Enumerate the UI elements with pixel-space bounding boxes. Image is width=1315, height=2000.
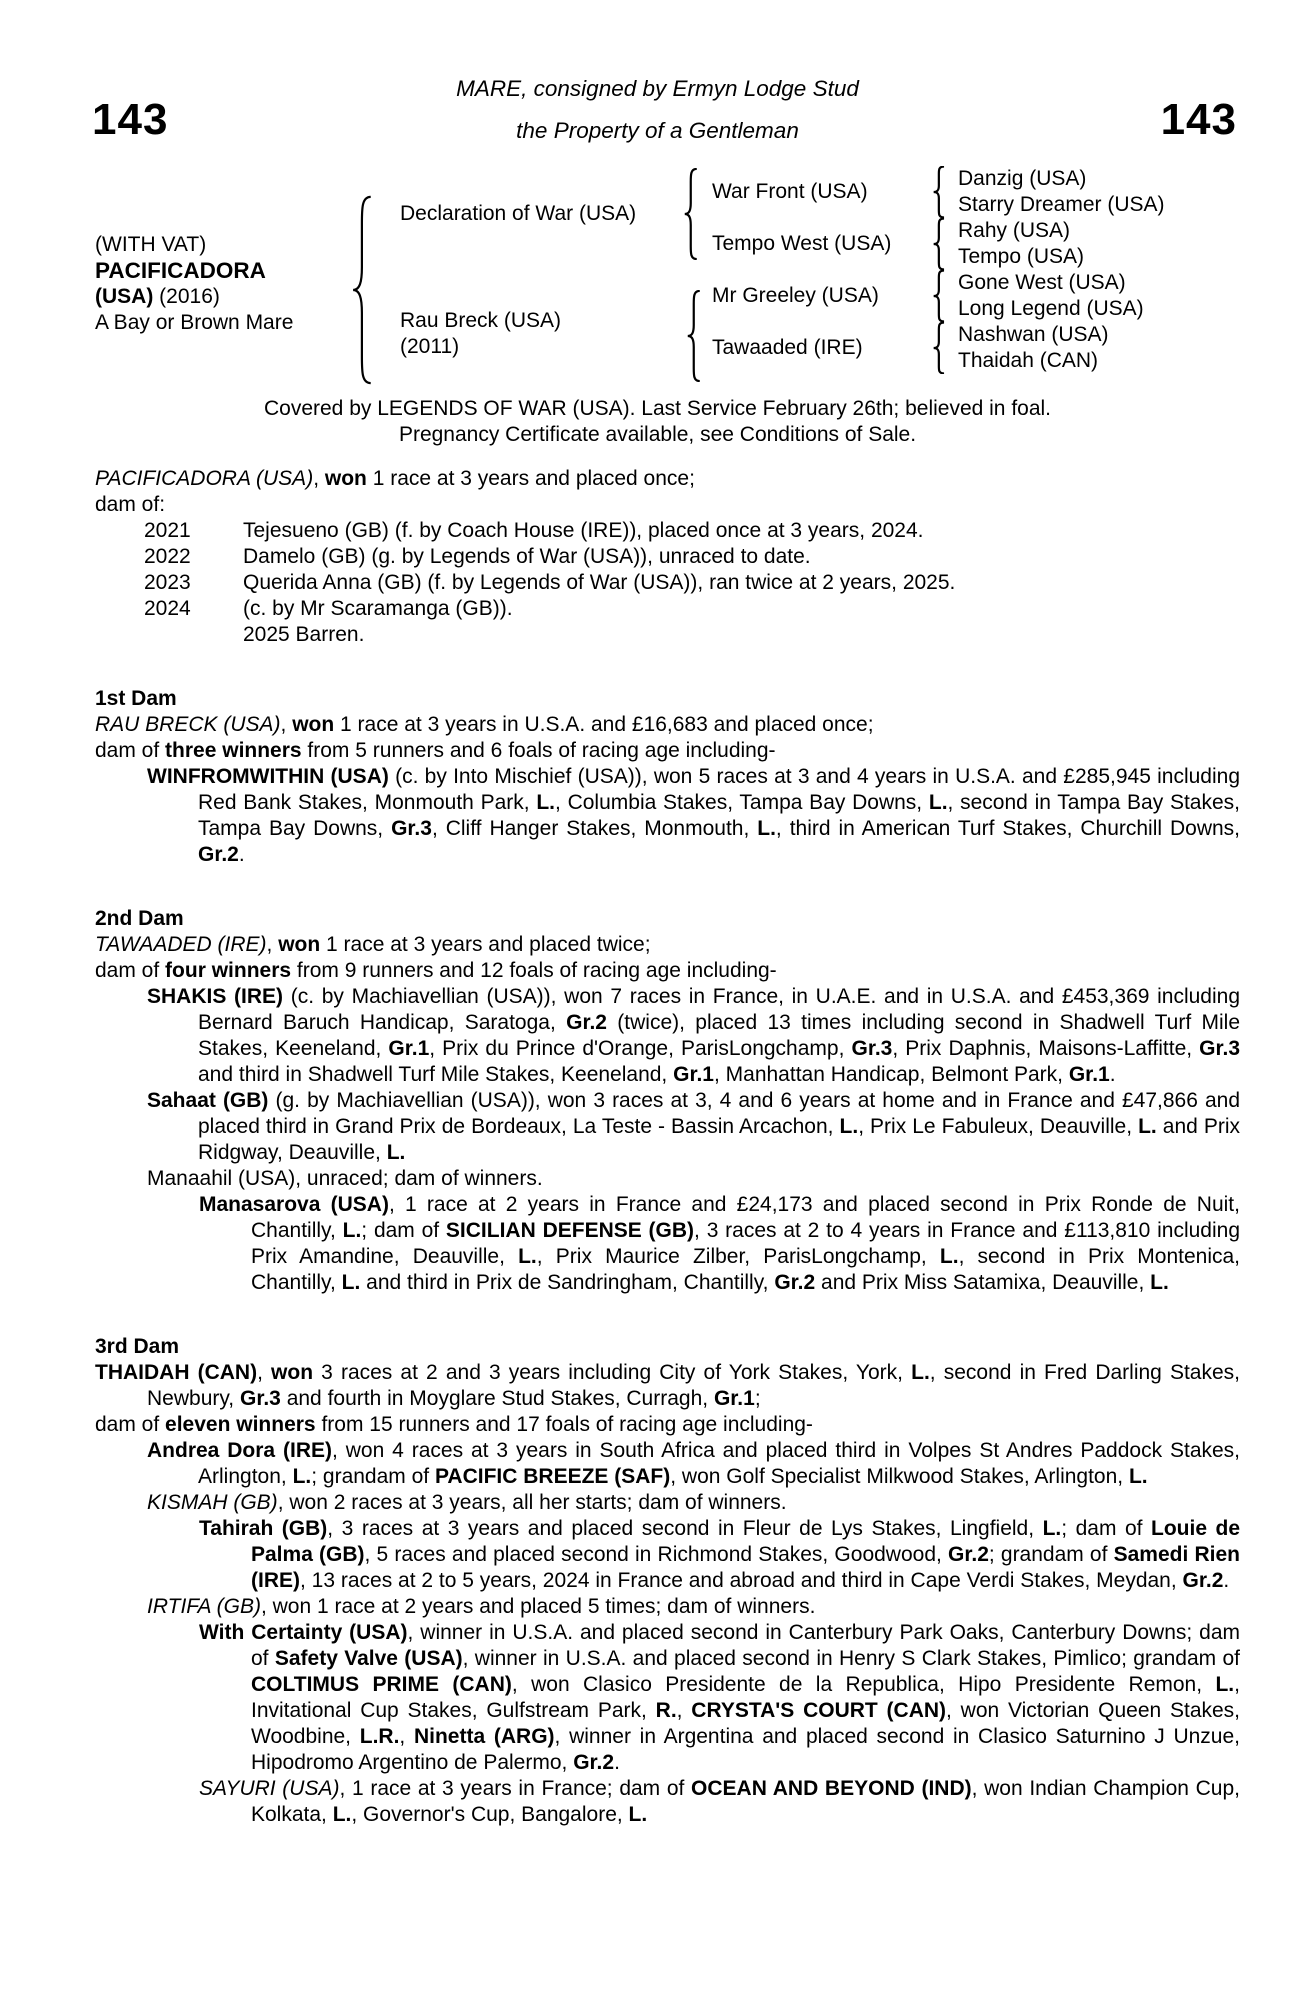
entry-sayuri: SAYURI (USA), 1 race at 3 years in France; dam of OCEAN AND BEYOND (IND), won Indian Champion Cup, Kolkata, L., Governor's Cup, Bangalore, L. — [199, 1777, 1240, 1826]
subject-horse-block — [95, 232, 293, 336]
pedigree-dam-year: (2011) — [400, 335, 460, 358]
second-dam-heading: 2nd Dam — [95, 907, 184, 930]
second-dam-produce-summary: dam of four winners from 9 runners and 12 foals of racing age including- — [95, 959, 777, 982]
pedigree-dam — [400, 308, 561, 360]
foal-year: 2023 — [144, 571, 191, 594]
pedigree-granddam: Tawaaded (IRE) — [712, 336, 863, 359]
dam-of-label: dam of: — [95, 493, 166, 516]
pedigree-brace-icon — [933, 218, 946, 270]
consignment-title — [0, 68, 1315, 152]
consignor-line: MARE, consigned by Ermyn Lodge Stud — [456, 76, 859, 101]
subject-horse-name: PACIFICADORA — [95, 258, 266, 283]
mare-race-record: PACIFICADORA (USA), won 1 race at 3 years and placed once; — [95, 467, 695, 490]
lot-number-right: 143 — [1160, 95, 1237, 144]
progeny-2021: 2021 Tejesueno (GB) (f. by Coach House (IRE)), placed once at 3 years, 2024. — [144, 519, 924, 542]
pedigree-ancestor: Tempo (USA) — [958, 245, 1085, 268]
pedigree-ancestor: Nashwan (USA) — [958, 323, 1109, 346]
vat-note: (WITH VAT) — [95, 233, 207, 256]
progeny-2023: 2023 Querida Anna (GB) (f. by Legends of War (USA)), ran twice at 2 years, 2025. — [144, 571, 956, 594]
pedigree-brace-icon — [933, 166, 946, 218]
first-dam-produce-summary: dam of three winners from 5 runners and 6 foals of racing age including- — [95, 739, 776, 762]
pedigree-grandsire: War Front (USA) — [712, 180, 868, 203]
subject-origin-year — [95, 284, 293, 310]
second-dam-record: TAWAADED (IRE), won 1 race at 3 years and placed twice; — [95, 933, 651, 956]
pedigree-sire: Declaration of War (USA) — [400, 202, 637, 225]
first-dam-heading: 1st Dam — [95, 687, 177, 710]
entry-irtifa: IRTIFA (GB), won 1 race at 2 years and placed 5 times; dam of winners. — [147, 1595, 816, 1618]
entry-tahirah: Tahirah (GB), 3 races at 3 years and placed second in Fleur de Lys Stakes, Lingfield, L.; dam of Louie de Palma (GB), 5 races and placed second in Richmond Stakes, Goodwood, Gr.2; grandam of Samedi Rien (IRE), 13 races at 2 to 5 years, 2024 in France and abroad and third in Cape Verdi Stakes, Meydan, Gr.2. — [199, 1517, 1241, 1592]
pedigree-brace-icon — [687, 290, 702, 382]
pedigree-brace-icon — [933, 322, 946, 374]
subject-origin: (USA) — [95, 285, 154, 308]
subject-description: A Bay or Brown Mare — [95, 311, 294, 334]
pedigree-dam-name: Rau Breck (USA) — [400, 309, 562, 332]
pedigree-ancestor: Rahy (USA) — [958, 219, 1071, 242]
pedigree-ancestor: Starry Dreamer (USA) — [958, 193, 1165, 216]
pedigree-brace-icon — [684, 168, 699, 260]
pedigree-brace-icon — [933, 270, 946, 322]
third-dam-heading: 3rd Dam — [95, 1335, 180, 1358]
pedigree-ancestor: Danzig (USA) — [958, 167, 1087, 190]
entry-manasarova: Manasarova (USA), 1 race at 2 years in France and £24,173 and placed second in Prix Ronde de Nuit, Chantilly, L.; dam of SICILIAN DEFENSE (GB), 3 races at 2 to 4 years in France and £113,810 including Prix Amandine, Deauville, L., Prix Maurice Zilber, ParisLongchamp, L., second in Prix Montenica, Chantilly, L. and third in Prix de Sandringham, Chantilly, Gr.2 and Prix Miss Satamixa, Deauville, L. — [199, 1193, 1240, 1294]
page-header — [0, 0, 1315, 150]
pedigree-chart — [0, 150, 1315, 392]
progeny-2025-barren: 2025 Barren. — [243, 623, 365, 646]
subject-year: (2016) — [159, 285, 220, 308]
entry-winfromwithin: WINFROMWITHIN (USA) (c. by Into Mischief (USA)), won 5 races at 3 and 4 years in U.S.A. and £285,945 including Red Bank Stakes, Monmouth Park, L., Columbia Stakes, Tampa Bay Downs, L., second in Tampa Bay Stakes, Tampa Bay Downs, Gr.3, Cliff Hanger Stakes, Monmouth, L., third in American Turf Stakes, Churchill Downs, Gr.2. — [147, 765, 1241, 866]
pedigree-granddam: Tempo West (USA) — [712, 232, 892, 255]
entry-kismah: KISMAH (GB), won 2 races at 3 years, all her starts; dam of winners. — [147, 1491, 787, 1514]
covering-statement — [0, 396, 1315, 448]
pedigree-brace-icon — [352, 195, 374, 385]
entry-sahaat: Sahaat (GB) (g. by Machiavellian (USA)), won 3 races at 3, 4 and 6 years at home and in France and £47,866 and placed third in Grand Prix de Bordeaux, La Teste - Bassin Arcachon, L., Prix Le Fabuleux, Deauville, L. and Prix Ridgway, Deauville, L. — [147, 1089, 1240, 1164]
covering-line: Covered by LEGENDS OF WAR (USA). Last Service February 26th; believed in foal. — [263, 397, 1052, 420]
progeny-2022: 2022 Damelo (GB) (g. by Legends of War (USA)), unraced to date. — [144, 545, 811, 568]
third-dam-record: THAIDAH (CAN), won 3 races at 2 and 3 years including City of York Stakes, York, L., second in Fred Darling Stakes, Newbury, Gr.3 and fourth in Moyglare Stud Stakes, Curragh, Gr.1; — [95, 1361, 1241, 1410]
foal-year: 2024 — [144, 597, 191, 620]
pregnancy-certificate-line: Pregnancy Certificate available, see Conditions of Sale. — [398, 423, 917, 446]
catalogue-body — [95, 466, 1240, 1828]
pedigree-ancestor: Gone West (USA) — [958, 271, 1126, 294]
property-line: the Property of a Gentleman — [516, 118, 799, 143]
progeny-2024: 2024 (c. by Mr Scaramanga (GB)). — [144, 597, 513, 620]
entry-manaahil: Manaahil (USA), unraced; dam of winners. — [147, 1167, 543, 1190]
entry-andrea-dora: Andrea Dora (IRE), won 4 races at 3 years in South Africa and placed third in Volpes St Andres Paddock Stakes, Arlington, L.; grandam of PACIFIC BREEZE (SAF), won Golf Specialist Milkwood Stakes, Arlington, L. — [147, 1439, 1241, 1488]
first-dam-record: RAU BRECK (USA), won 1 race at 3 years in U.S.A. and £16,683 and placed once; — [95, 713, 874, 736]
entry-shakis: SHAKIS (IRE) (c. by Machiavellian (USA)), won 7 races in France, in U.A.E. and in U.S.A. and £453,369 including Bernard Baruch Handicap, Saratoga, Gr.2 (twice), placed 13 times including second in Shadwell Turf Mile Stakes, Keeneland, Gr.1, Prix du Prince d'Orange, ParisLongchamp, Gr.3, Prix Daphnis, Maisons-Laffitte, Gr.3 and third in Shadwell Turf Mile Stakes, Keeneland, Gr.1, Manhattan Handicap, Belmont Park, Gr.1. — [147, 985, 1241, 1086]
foal-year: 2022 — [144, 545, 191, 568]
pedigree-ancestor: Thaidah (CAN) — [958, 349, 1099, 372]
pedigree-ancestor: Long Legend (USA) — [958, 297, 1144, 320]
third-dam-produce-summary: dam of eleven winners from 15 runners and 17 foals of racing age including- — [95, 1413, 813, 1436]
entry-with-certainty: With Certainty (USA), winner in U.S.A. and placed second in Canterbury Park Oaks, Canterbury Downs; dam of Safety Valve (USA), winner in U.S.A. and placed second in Henry S Clark Stakes, Pimlico; grandam of COLTIMUS PRIME (CAN), won Clasico Presidente de la Republica, Hipo Presidente Remon, L., Invitational Cup Stakes, Gulfstream Park, R., CRYSTA'S COURT (CAN), won Victorian Queen Stakes, Woodbine, L.R., Ninetta (ARG), winner in Argentina and placed second in Clasico Saturnino J Unzue, Hipodromo Argentino de Palermo, Gr.2. — [199, 1621, 1241, 1774]
foal-year: 2021 — [144, 519, 191, 542]
pedigree-grandsire: Mr Greeley (USA) — [712, 284, 879, 307]
lot-number-left: 143 — [92, 95, 169, 144]
